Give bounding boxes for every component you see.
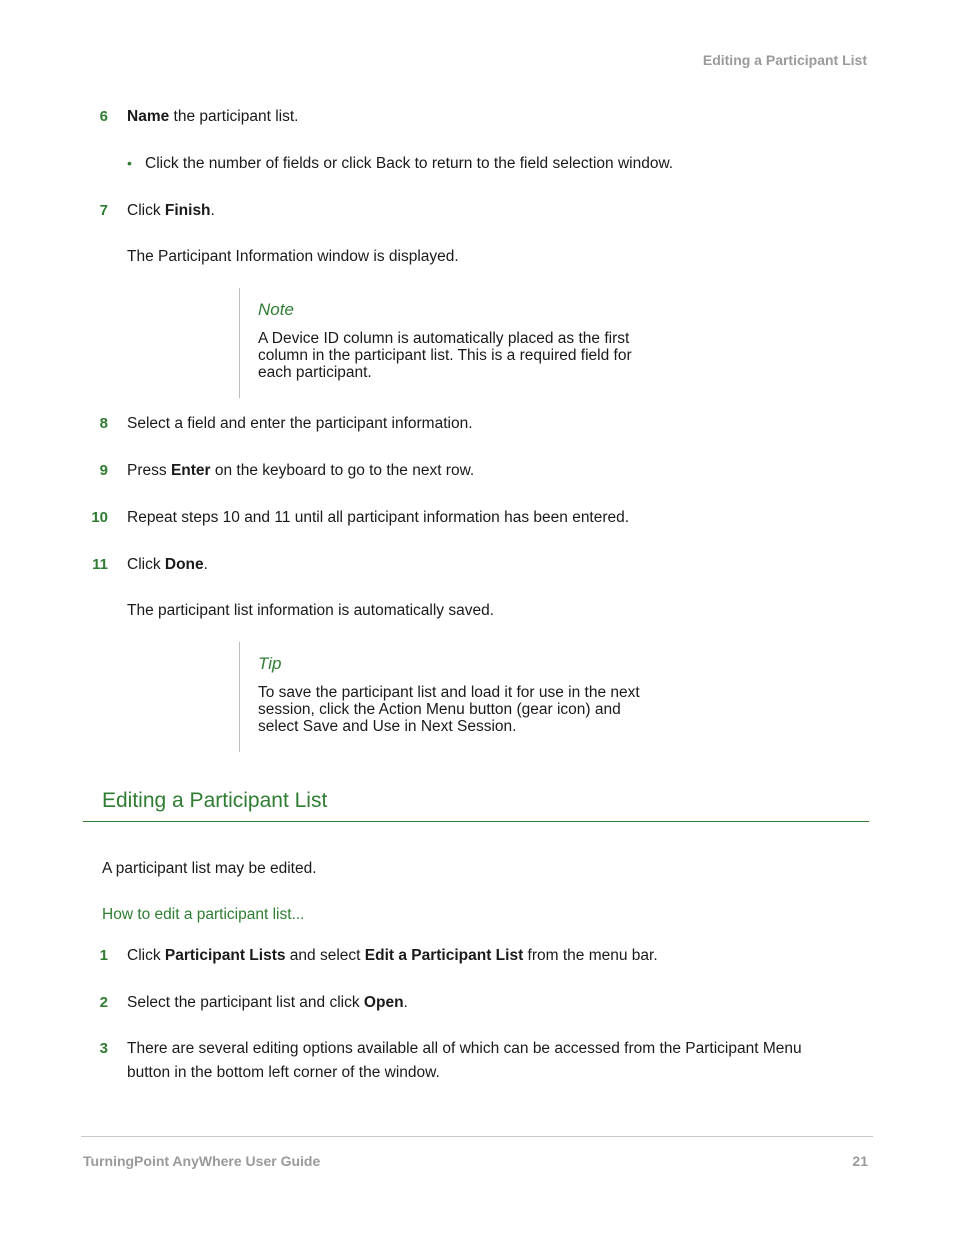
section-intro: A participant list may be edited. bbox=[102, 860, 317, 877]
running-header: Editing a Participant List bbox=[702, 52, 867, 68]
step-number: 8 bbox=[99, 415, 108, 432]
step-bold: Name bbox=[127, 108, 170, 125]
step-number: 3 bbox=[99, 1040, 108, 1057]
step-text bbox=[127, 199, 215, 223]
bullet-text: Click the number of fields or click Back to return to the field selection window. bbox=[145, 155, 674, 172]
note-body: A Device ID column is automatically placed as the first column in the participant list. This is a required field for each participant. bbox=[258, 330, 632, 381]
step-number: 10 bbox=[91, 509, 108, 526]
bullet-dot: • bbox=[127, 155, 132, 171]
step-number: 9 bbox=[99, 462, 108, 479]
step-result: The Participant Information window is displayed. bbox=[127, 248, 459, 265]
step-bold: Edit a Participant List bbox=[364, 947, 524, 964]
section-heading: Editing a Participant List bbox=[102, 789, 328, 812]
step-text-post: the participant list. bbox=[169, 108, 299, 125]
step-text-post: on the keyboard to go to the next row. bbox=[210, 462, 475, 479]
note-callout bbox=[239, 288, 648, 398]
step-text: Repeat steps 10 and 11 until all participant information has been entered. bbox=[127, 509, 630, 526]
tip-callout bbox=[239, 642, 648, 752]
step-text bbox=[127, 991, 408, 1015]
step-bold: Participant Lists bbox=[164, 947, 286, 964]
note-title: Note bbox=[258, 300, 294, 319]
step-bold: Enter bbox=[170, 462, 211, 479]
step-text-pre: Click bbox=[127, 556, 165, 573]
step-text bbox=[127, 553, 208, 577]
page-number: 21 bbox=[852, 1153, 868, 1169]
step-bold: Done bbox=[164, 556, 204, 573]
section-divider bbox=[83, 821, 869, 822]
footer-divider bbox=[81, 1136, 873, 1137]
tip-title: Tip bbox=[258, 654, 282, 673]
step-text: Select a field and enter the participant information. bbox=[127, 415, 473, 432]
step-result: The participant list information is automatically saved. bbox=[127, 602, 494, 619]
step-text-mid: and select bbox=[285, 947, 365, 964]
step-number: 2 bbox=[99, 994, 108, 1011]
step-text bbox=[127, 459, 474, 483]
step-text bbox=[127, 105, 298, 129]
step-bold: Finish bbox=[164, 202, 211, 219]
step-number: 11 bbox=[92, 556, 108, 573]
step-text-post: . bbox=[203, 556, 208, 573]
step-number: 1 bbox=[99, 947, 108, 964]
footer-guide-title: TurningPoint AnyWhere User Guide bbox=[83, 1153, 321, 1169]
step-text-pre: Press bbox=[127, 462, 171, 479]
step-text-pre: Select the participant list and click bbox=[127, 994, 364, 1011]
step-text-pre: Click bbox=[127, 947, 165, 964]
step-text-post: . bbox=[403, 994, 408, 1011]
step-text: There are several editing options available all of which can be accessed from the Participant Menu button in the bottom left corner of the window. bbox=[127, 1040, 802, 1081]
tip-body: To save the participant list and load it for use in the next session, click the Action Menu button (gear icon) and select Save and Use in Next Session. bbox=[258, 684, 640, 735]
step-text-pre: Click bbox=[127, 202, 165, 219]
step-text-post: . bbox=[210, 202, 215, 219]
step-bold: Open bbox=[363, 994, 404, 1011]
step-number: 6 bbox=[99, 108, 108, 125]
step-text bbox=[127, 944, 658, 968]
step-text-post: from the menu bar. bbox=[523, 947, 658, 964]
step-number: 7 bbox=[99, 202, 108, 219]
howto-heading: How to edit a participant list... bbox=[102, 906, 305, 923]
